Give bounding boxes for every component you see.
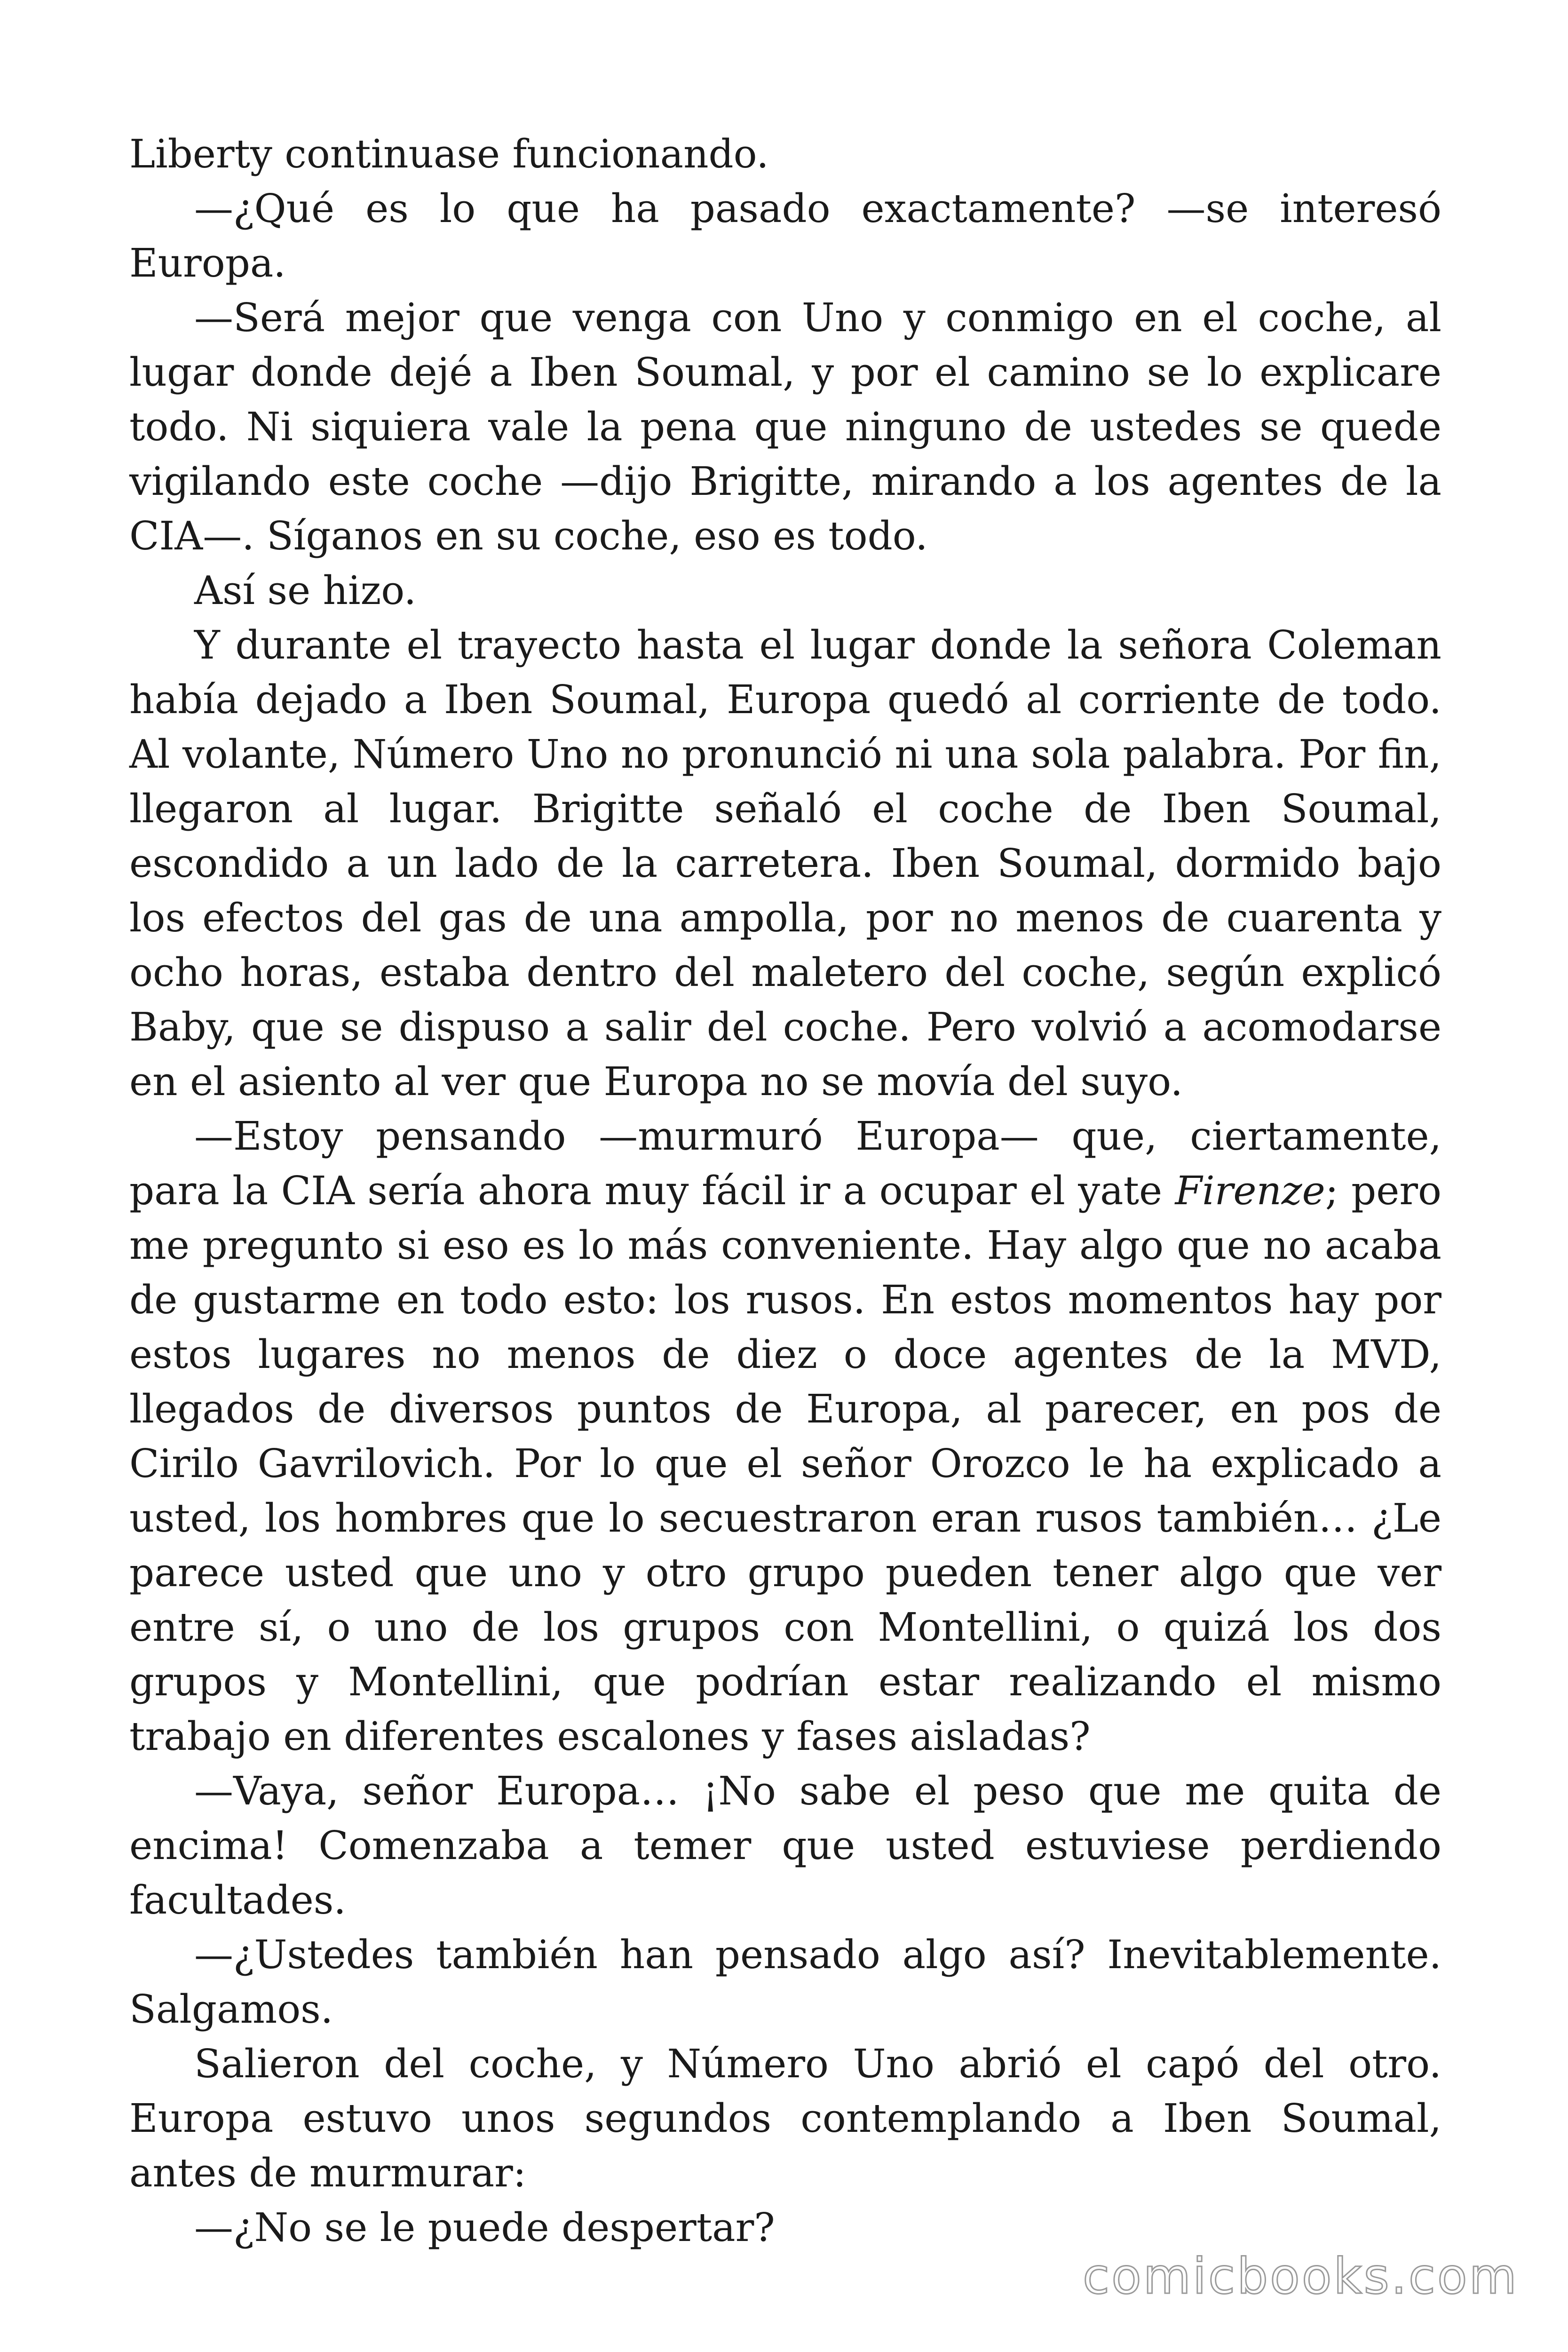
paragraph: Salieron del coche, y Número Uno abrió el capó del otro. Europa estuvo unos segundos contemplando a Iben Soumal, antes de murmurar:	[129, 2041, 1441, 2196]
paragraph	[129, 1109, 1441, 1764]
watermark: comicbooks.com	[1082, 2248, 1519, 2305]
paragraph: —Vaya, señor Europa… ¡No sabe el peso que me quita de encima! Comenzaba a temer que usted estuviese perdiendo facultades.	[129, 1768, 1441, 1923]
paragraph: —¿Qué es lo que ha pasado exactamente? —se interesó Europa.	[129, 186, 1441, 286]
paragraph: —Será mejor que venga con Uno y conmigo en el coche, al lugar donde dejé a Iben Soumal, y por el camino se lo explicare todo. Ni siquiera vale la pena que ninguno de ustedes se quede vigilando este coche —dijo Brigitte, mirando a los agentes de la CIA—. Síganos en su coche, eso es todo.	[129, 295, 1441, 559]
paragraph: —¿No se le puede despertar?	[194, 2205, 775, 2250]
page-text	[129, 127, 1441, 2255]
paragraph-text: ; pero me pregunto si eso es lo más conveniente. Hay algo que no acaba de gustarme en todo esto: los rusos. En estos momentos hay por estos lugares no menos de diez o doce agentes de la MVD, llegados de diversos puntos de Europa, al parecer, en pos de Cirilo Gavrilovich. Por lo que el señor Orozco le ha explicado a usted, los hombres que lo secuestraron eran rusos también… ¿Le parece usted que uno y otro grupo pueden tener algo que ver entre sí, o uno de los grupos con Montellini, o quizá los dos grupos y Montellini, que podrían estar realizando el mismo trabajo en diferentes escalones y fases aisladas?	[129, 1168, 1442, 1759]
paragraph: —¿Ustedes también han pensado algo así? Inevitablemente. Salgamos.	[129, 1932, 1441, 2032]
paragraph: Y durante el trayecto hasta el lugar donde la señora Coleman había dejado a Iben Soumal, Europa quedó al corriente de todo. Al volante, Número Uno no pronunció ni una sola palabra. Por fin, llegaron al lugar. Brigitte señaló el coche de Iben Soumal, escondido a un lado de la carretera. Iben Soumal, dormido bajo los efectos del gas de una ampolla, por no menos de cuarenta y ocho horas, estaba dentro del maletero del coche, según explicó Baby, que se dispuso a salir del coche. Pero volvió a acomodarse en el asiento al ver que Europa no se movía del suyo.	[129, 622, 1441, 1104]
paragraph-text: —Estoy pensando —murmuró Europa— que, ciertamente, para la CIA sería ahora muy fácil ir a ocupar el yate	[129, 1113, 1441, 1214]
yacht-name: Firenze	[1175, 1168, 1325, 1214]
paragraph: Así se hizo.	[194, 568, 417, 613]
paragraph: Liberty continuase funcionando.	[129, 131, 769, 177]
